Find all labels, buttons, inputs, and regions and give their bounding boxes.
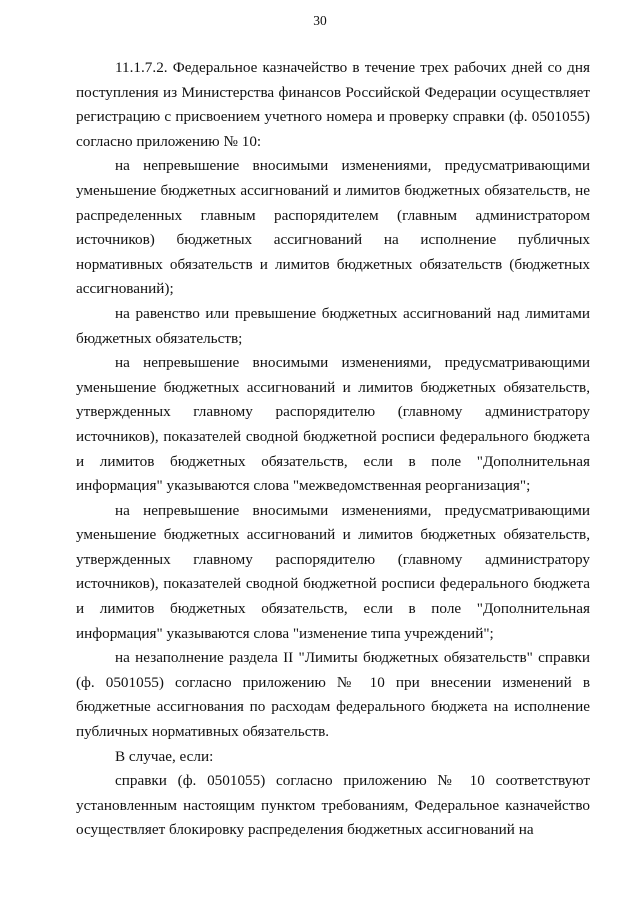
paragraph-check-interagency-reorganization: на непревышение вносимыми изменениями, предусматривающими уменьшение бюджетных ассигнований и лимитов бюджетных обязательств, утвержденных главному распорядителю (главному администратору источников), показателей сводной бюджетной росписи федерального бюджета и лимитов бюджетных обязательств, если в поле "Дополнительная информация" указываются слова "межведомственная реорганизация";	[76, 354, 590, 495]
paragraph-check-non-exceed-unallocated: на непревышение вносимыми изменениями, предусматривающими уменьшение бюджетных ассигнований и лимитов бюджетных обязательств, не распределенных главным распорядителем (главным администратором источников) бюджетных ассигнований на исполнение публичных нормативных обязательств и лимитов бюджетных обязательств (бюджетных ассигнований);	[76, 157, 590, 298]
page-number: 30	[313, 13, 327, 28]
document-body	[76, 56, 590, 843]
paragraph-blocking: справки (ф. 0501055) согласно приложению № 10 соответствуют установленным настоящим пунктом требованиям, Федеральное казначейство осуществляет блокировку распределения бюджетных ассигнований на	[76, 772, 590, 839]
paragraph-check-equality: на равенство или превышение бюджетных ассигнований над лимитами бюджетных обязательств;	[76, 304, 590, 347]
paragraph-11-1-7-2: 11.1.7.2. Федеральное казначейство в течение трех рабочих дней со дня поступления из Министерства финансов Российской Федерации осуществляет регистрацию с присвоением учетного номера и проверку справки (ф. 0501055) согласно приложению № 10:	[76, 59, 590, 150]
paragraph-check-institution-type-change: на непревышение вносимыми изменениями, предусматривающими уменьшение бюджетных ассигнований и лимитов бюджетных обязательств, утвержденных главному распорядителю (главному администратору источников), показателей сводной бюджетной росписи федерального бюджета и лимитов бюджетных обязательств, если в поле "Дополнительная информация" указываются слова "изменение типа учреждений";	[76, 501, 590, 642]
paragraph-in-case-if: В случае, если:	[115, 747, 214, 765]
paragraph-check-section-ii-empty: на незаполнение раздела II "Лимиты бюджетных обязательств" справки (ф. 0501055) согласно приложению № 10 при внесении изменений в бюджетные ассигнования по расходам федерального бюджета на исполнение публичных нормативных обязательств.	[76, 649, 590, 741]
